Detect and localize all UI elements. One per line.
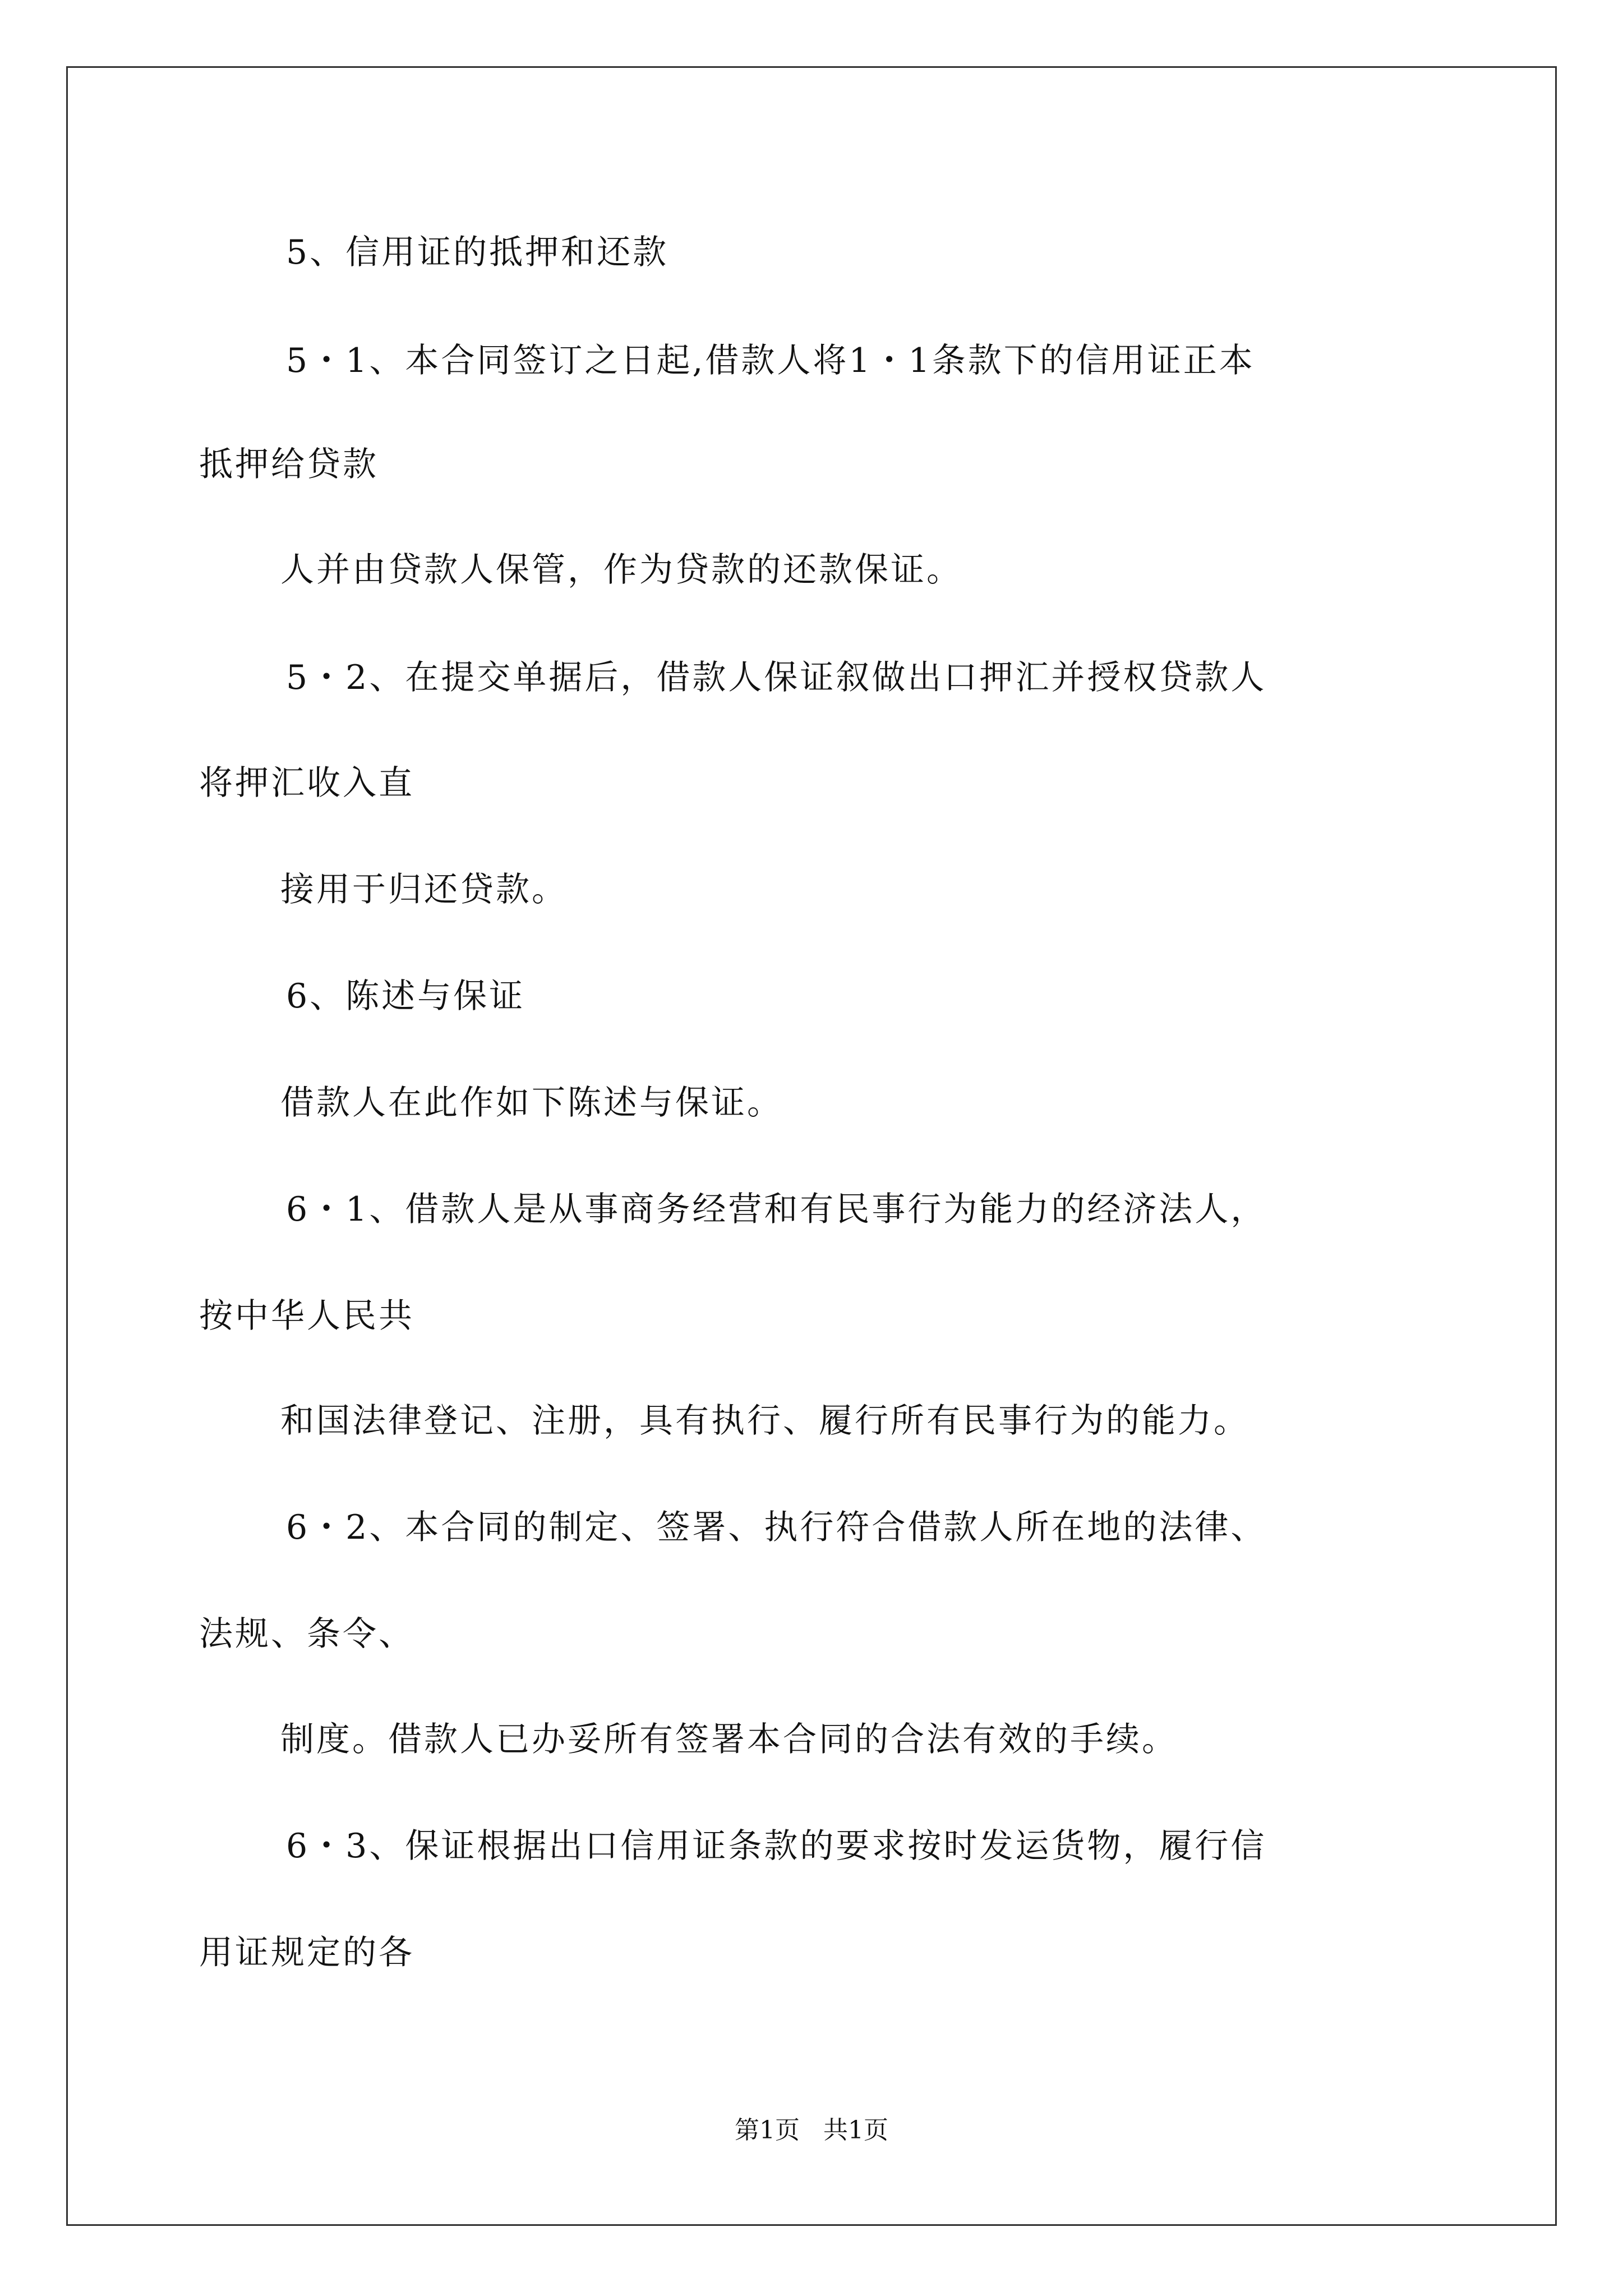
clause-5-1-line-3: 人并由贷款人保管，作为贷款的还款保证。: [280, 550, 962, 590]
clause-5-1-line-1: 5・1、本合同签订之日起,借款人将1・1条款下的信用证正本: [286, 341, 1255, 380]
section-5-heading: 5、信用证的抵押和还款: [286, 233, 669, 272]
clause-5-2-line-3: 接用于归还贷款。: [280, 870, 568, 909]
clause-6-1-line-1: 6・1、借款人是从事商务经营和有民事行为能力的经济法人，: [286, 1190, 1267, 1229]
page-border: [66, 66, 1557, 2226]
clause-6-3-line-2: 用证规定的各: [199, 1933, 414, 1972]
clause-6-2-line-3: 制度。借款人已办妥所有签署本合同的合法有效的手续。: [280, 1720, 1178, 1759]
clause-6-3-line-1: 6・3、保证根据出口信用证条款的要求按时发运货物，履行信: [286, 1826, 1267, 1866]
clause-6-1-line-3: 和国法律登记、注册，具有执行、履行所有民事行为的能力。: [280, 1401, 1249, 1441]
section-6-heading: 6、陈述与保证: [286, 977, 525, 1016]
clause-6-2-line-1: 6・2、本合同的制定、签署、执行符合借款人所在地的法律、: [286, 1508, 1267, 1547]
page-footer: 第1页 共1页: [735, 2116, 888, 2145]
clause-6-1-line-2: 按中华人民共: [199, 1296, 414, 1336]
clause-5-2-line-2: 将押汇收入直: [199, 763, 414, 803]
clause-5-2-line-1: 5・2、在提交单据后，借款人保证叙做出口押汇并授权贷款人: [286, 658, 1267, 697]
clause-5-1-line-2: 抵押给贷款: [199, 445, 379, 484]
section-6-intro: 借款人在此作如下陈述与保证。: [280, 1083, 783, 1122]
clause-6-2-line-2: 法规、条令、: [199, 1614, 414, 1654]
